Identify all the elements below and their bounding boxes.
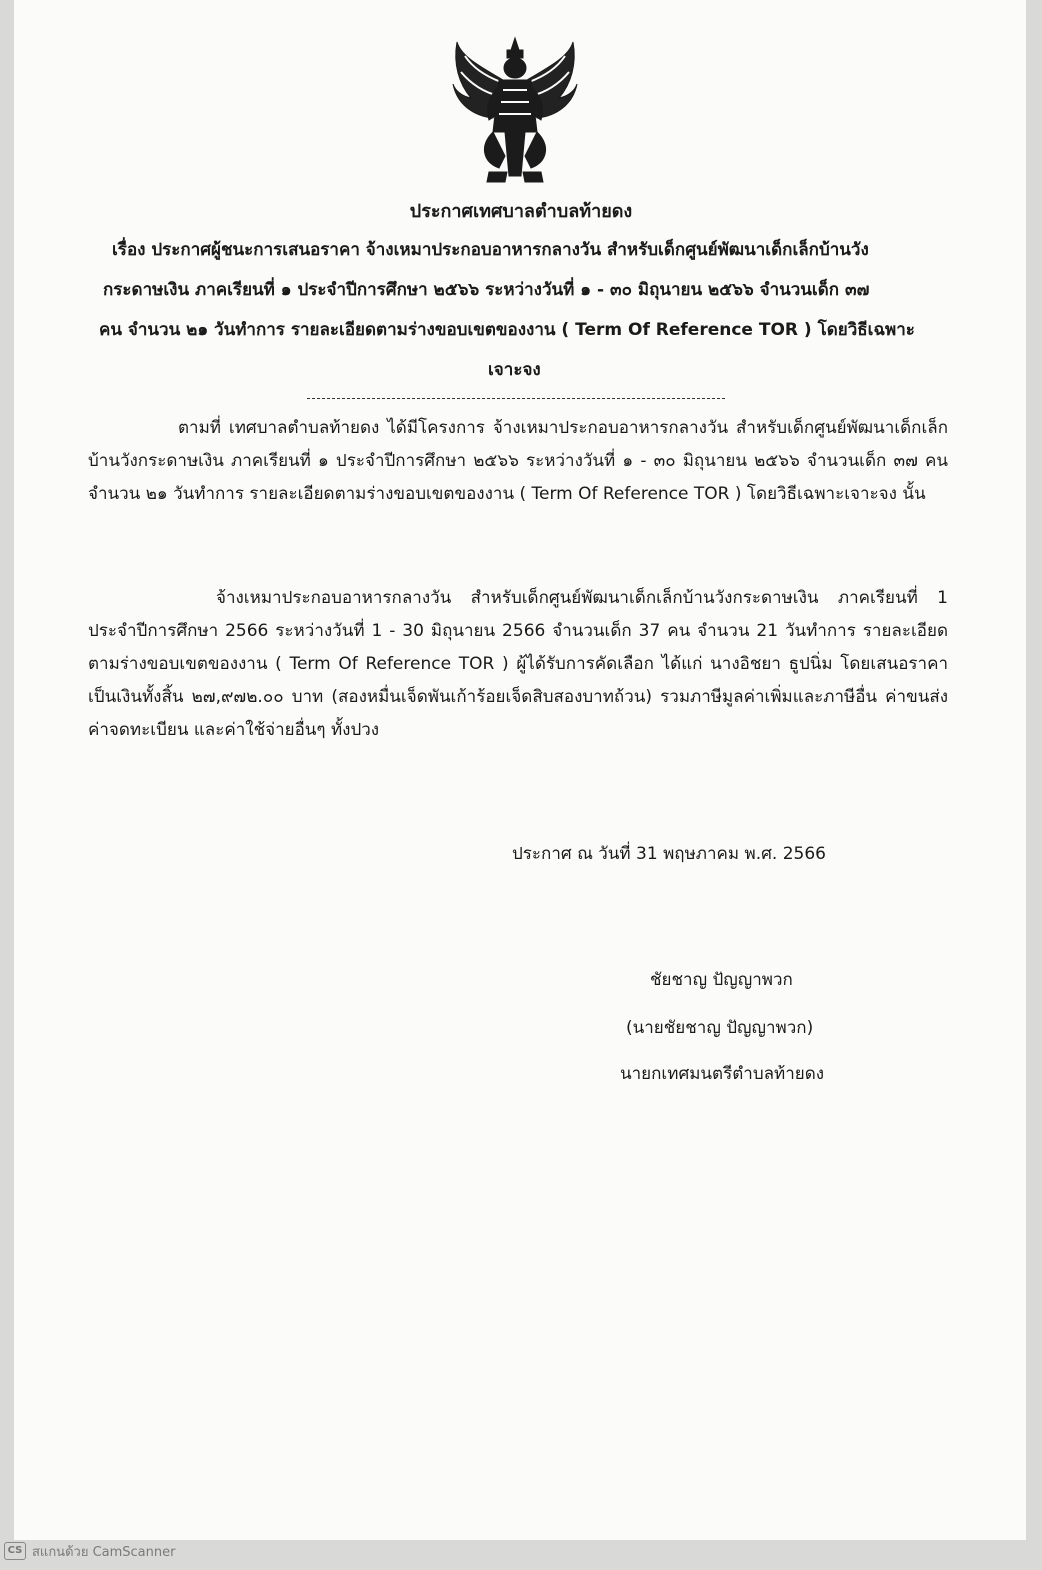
subject-line-1: เรื่อง ประกาศผู้ชนะการเสนอราคา จ้างเหมาประกอบอาหารกลางวัน สำหรับเด็กศูนย์พัฒนาเด็กเล็กบ้านวัง: [112, 240, 869, 260]
document-page: [14, 0, 1026, 1540]
subject-line-2: กระดาษเงิน ภาคเรียนที่ ๑ ประจำปีการศึกษา ๒๕๖๖ ระหว่างวันที่ ๑ - ๓๐ มิถุนายน ๒๕๖๖ จำนวนเด็ก ๓๗: [103, 280, 870, 300]
separator-line: [307, 398, 725, 399]
signer-name: (นายชัยชาญ ปัญญาพวก): [626, 1018, 814, 1038]
subject-line-3: คน จำนวน ๒๑ วันทำการ รายละเอียดตามร่างขอบเขตของงาน ( Term Of Reference TOR ) โดยวิธีเฉพาะ: [99, 320, 915, 340]
announcement-date: ประกาศ ณ วันที่ 31 พฤษภาคม พ.ศ. 2566: [512, 844, 826, 864]
scanner-watermark: [4, 1540, 175, 1562]
agency-title: ประกาศเทศบาลตำบลท้ายดง: [409, 201, 633, 222]
body-paragraph-2: จ้างเหมาประกอบอาหารกลางวัน สำหรับเด็กศูนย์พัฒนาเด็กเล็กบ้านวังกระดาษเงิน ภาคเรียนที่ 1 ประจำปีการศึกษา 2566 ระหว่างวันที่ 1 - 30 มิถุนายน 2566 จำนวนเด็ก 37 คน จำนวน 21 วันทำการ รายละเอียดตามร่างขอบเขตของงาน ( Term Of Reference TOR ) ผู้ได้รับการคัดเลือก ได้แก่ นางอิชยา ธูปนิ่ม โดยเสนอราคา เป็นเงินทั้งสิ้น ๒๗,๙๗๒.๐๐ บาท (สองหมื่นเจ็ดพันเก้าร้อยเจ็ดสิบสองบาทถ้วน) รวมภาษีมูลค่าเพิ่มและภาษีอื่น ค่าขนส่ง ค่าจดทะเบียน และค่าใช้จ่ายอื่นๆ ทั้งปวง: [88, 588, 948, 740]
camscanner-logo-icon: CS: [4, 1542, 26, 1560]
signer-position: นายกเทศมนตรีตำบลท้ายดง: [620, 1064, 825, 1084]
signature: ชัยชาญ ปัญญาพวก: [650, 970, 793, 990]
body-paragraph-1: ตามที่ เทศบาลตำบลท้ายดง ได้มีโครงการ จ้างเหมาประกอบอาหารกลางวัน สำหรับเด็กศูนย์พัฒนาเด็กเล็กบ้านวังกระดาษเงิน ภาคเรียนที่ ๑ ประจำปีการศึกษา ๒๕๖๖ ระหว่างวันที่ ๑ - ๓๐ มิถุนายน ๒๕๖๖ จำนวนเด็ก ๓๗ คน จำนวน ๒๑ วันทำการ รายละเอียดตามร่างขอบเขตของงาน ( Term Of Reference TOR ) โดยวิธีเฉพาะเจาะจง นั้น: [88, 418, 948, 504]
garuda-emblem-icon: [449, 36, 581, 186]
scanner-text: สแกนด้วย CamScanner: [32, 1544, 176, 1560]
subject-line-4: เจาะจง: [488, 360, 541, 380]
